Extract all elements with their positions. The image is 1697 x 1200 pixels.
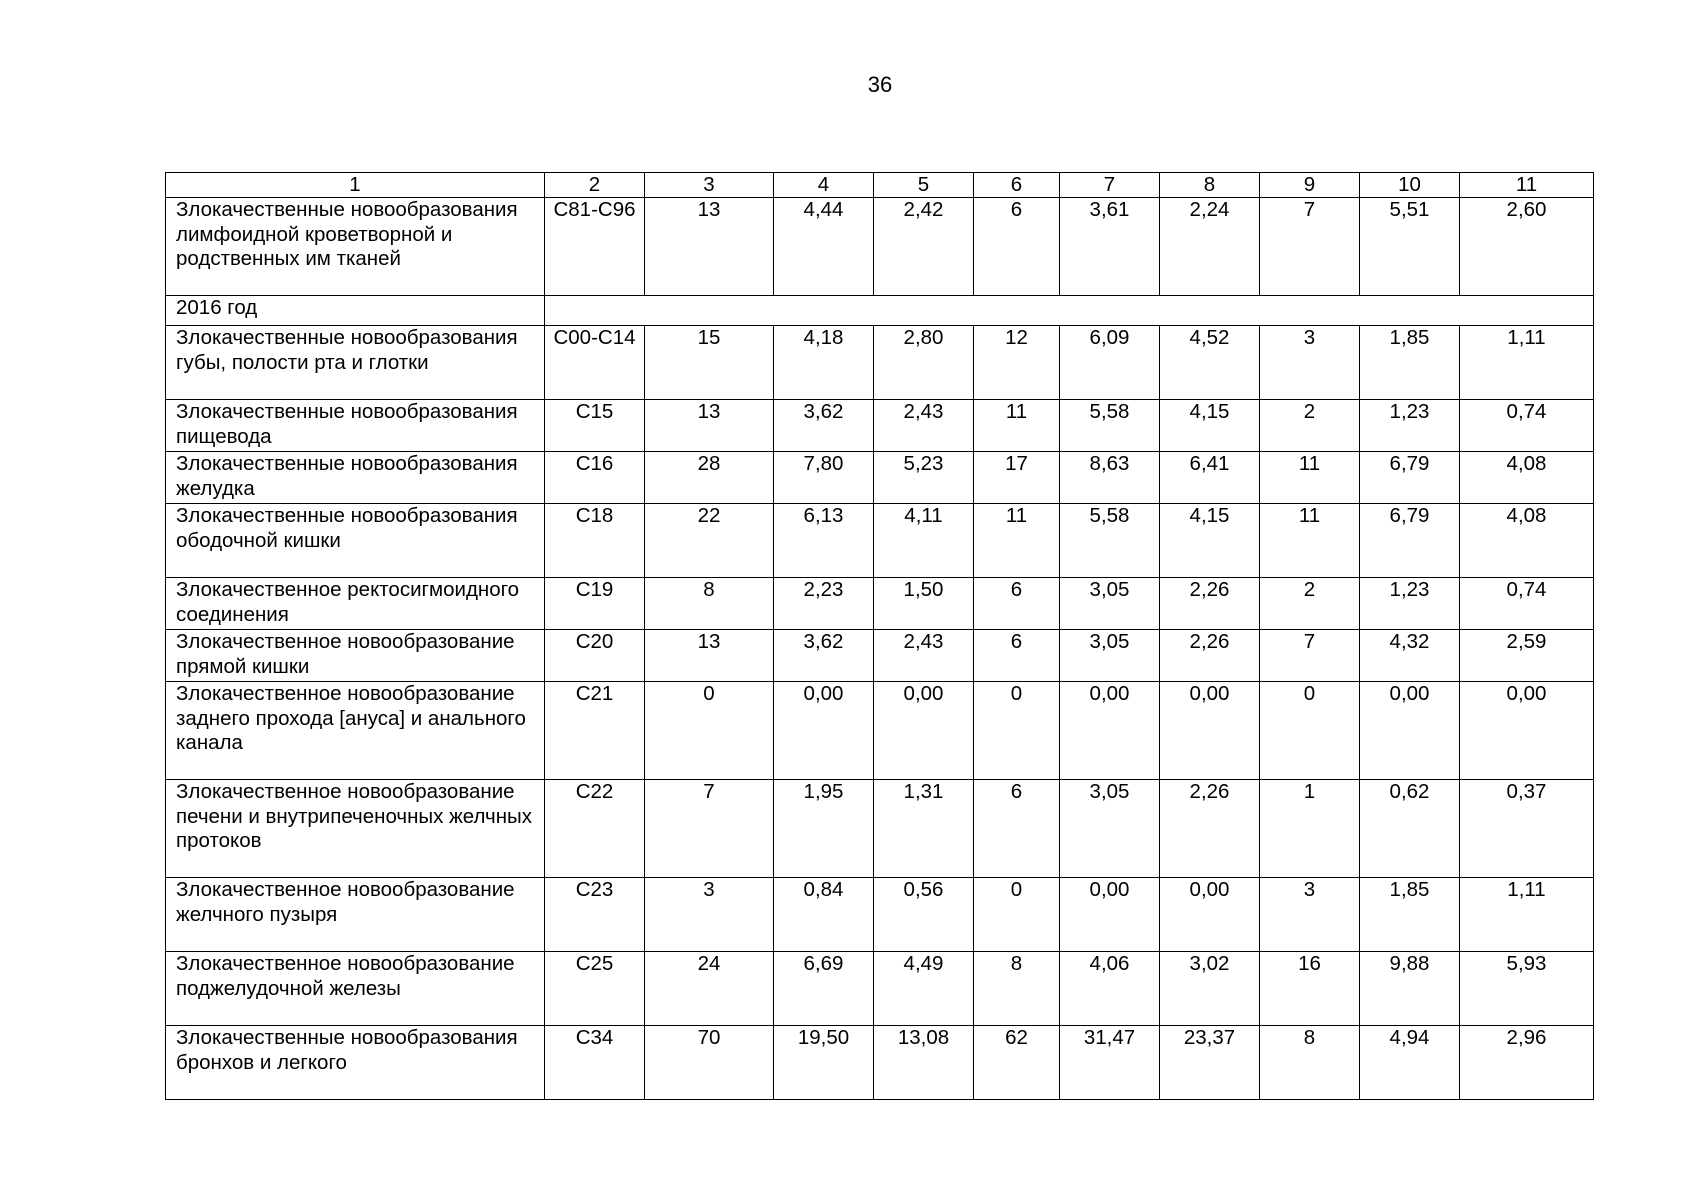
diagnosis-name-cell: Злокачественное новообразование прямой кишки — [166, 630, 545, 682]
value-cell: 0,00 — [1160, 878, 1260, 952]
diagnosis-name-cell: Злокачественные новообразования пищевода — [166, 400, 545, 452]
value-cell: 2,42 — [874, 198, 974, 296]
table-body — [166, 173, 1594, 1100]
icd-code-cell: C34 — [545, 1026, 645, 1100]
value-cell: 12 — [974, 326, 1060, 400]
value-cell: 6 — [974, 578, 1060, 630]
value-cell: 7,80 — [774, 452, 874, 504]
value-cell: 6 — [974, 780, 1060, 878]
value-cell: 3 — [1260, 326, 1360, 400]
diagnosis-name-cell: Злокачественное ректосигмоидного соединения — [166, 578, 545, 630]
value-cell: 13 — [645, 400, 774, 452]
value-cell: 4,52 — [1160, 326, 1260, 400]
value-cell: 24 — [645, 952, 774, 1026]
value-cell: 19,50 — [774, 1026, 874, 1100]
value-cell: 5,58 — [1060, 400, 1160, 452]
value-cell: 3,61 — [1060, 198, 1160, 296]
value-cell: 2,80 — [874, 326, 974, 400]
value-cell: 2,26 — [1160, 780, 1260, 878]
column-header: 3 — [645, 173, 774, 198]
value-cell: 3 — [645, 878, 774, 952]
value-cell: 1 — [1260, 780, 1360, 878]
table-row — [166, 780, 1594, 878]
value-cell: 7 — [1260, 198, 1360, 296]
value-cell: 70 — [645, 1026, 774, 1100]
value-cell: 1,11 — [1460, 326, 1594, 400]
value-cell: 0,62 — [1360, 780, 1460, 878]
value-cell: 4,15 — [1160, 504, 1260, 578]
table-row — [166, 1026, 1594, 1100]
year-section-empty-cell — [545, 296, 1594, 326]
value-cell: 2,96 — [1460, 1026, 1594, 1100]
value-cell: 4,44 — [774, 198, 874, 296]
value-cell: 2 — [1260, 578, 1360, 630]
diagnosis-name-cell: Злокачественное новообразование печени и внутрипеченочных желчных протоков — [166, 780, 545, 878]
value-cell: 4,08 — [1460, 504, 1594, 578]
value-cell: 1,23 — [1360, 578, 1460, 630]
value-cell: 4,08 — [1460, 452, 1594, 504]
value-cell: 4,49 — [874, 952, 974, 1026]
value-cell: 2 — [1260, 400, 1360, 452]
value-cell: 3,05 — [1060, 780, 1160, 878]
icd-code-cell: C19 — [545, 578, 645, 630]
value-cell: 5,51 — [1360, 198, 1460, 296]
value-cell: 5,58 — [1060, 504, 1160, 578]
value-cell: 3,62 — [774, 630, 874, 682]
value-cell: 2,59 — [1460, 630, 1594, 682]
column-header: 7 — [1060, 173, 1160, 198]
value-cell: 0,56 — [874, 878, 974, 952]
value-cell: 4,18 — [774, 326, 874, 400]
diagnosis-name-cell: Злокачественные новообразования губы, полости рта и глотки — [166, 326, 545, 400]
value-cell: 0 — [1260, 682, 1360, 780]
table-row — [166, 682, 1594, 780]
value-cell: 9,88 — [1360, 952, 1460, 1026]
icd-code-cell: C25 — [545, 952, 645, 1026]
column-header: 1 — [166, 173, 545, 198]
value-cell: 1,85 — [1360, 878, 1460, 952]
value-cell: 3,05 — [1060, 630, 1160, 682]
diagnosis-name-cell: Злокачественное новообразование желчного пузыря — [166, 878, 545, 952]
value-cell: 13,08 — [874, 1026, 974, 1100]
column-header: 2 — [545, 173, 645, 198]
value-cell: 0 — [645, 682, 774, 780]
value-cell: 1,50 — [874, 578, 974, 630]
value-cell: 1,31 — [874, 780, 974, 878]
value-cell: 3,05 — [1060, 578, 1160, 630]
value-cell: 0,74 — [1460, 400, 1594, 452]
value-cell: 0,37 — [1460, 780, 1594, 878]
value-cell: 62 — [974, 1026, 1060, 1100]
table-row — [166, 504, 1594, 578]
column-header: 6 — [974, 173, 1060, 198]
value-cell: 0,00 — [1360, 682, 1460, 780]
icd-code-cell: C23 — [545, 878, 645, 952]
column-header: 11 — [1460, 173, 1594, 198]
value-cell: 22 — [645, 504, 774, 578]
value-cell: 11 — [1260, 504, 1360, 578]
value-cell: 2,43 — [874, 630, 974, 682]
column-header: 5 — [874, 173, 974, 198]
value-cell: 2,23 — [774, 578, 874, 630]
value-cell: 31,47 — [1060, 1026, 1160, 1100]
value-cell: 6,41 — [1160, 452, 1260, 504]
column-number-header-row — [166, 173, 1594, 198]
year-section-label: 2016 год — [166, 296, 545, 326]
icd-code-cell: C00-C14 — [545, 326, 645, 400]
value-cell: 4,11 — [874, 504, 974, 578]
diagnosis-name-cell: Злокачественные новообразования лимфоидной кроветворной и родственных им тканей — [166, 198, 545, 296]
value-cell: 6,69 — [774, 952, 874, 1026]
value-cell: 11 — [974, 504, 1060, 578]
value-cell: 13 — [645, 630, 774, 682]
value-cell: 23,37 — [1160, 1026, 1260, 1100]
value-cell: 8 — [645, 578, 774, 630]
table-row — [166, 198, 1594, 296]
value-cell: 8 — [974, 952, 1060, 1026]
value-cell: 0,00 — [1460, 682, 1594, 780]
value-cell: 8,63 — [1060, 452, 1160, 504]
value-cell: 6 — [974, 198, 1060, 296]
column-header: 4 — [774, 173, 874, 198]
column-header: 10 — [1360, 173, 1460, 198]
value-cell: 4,06 — [1060, 952, 1160, 1026]
value-cell: 8 — [1260, 1026, 1360, 1100]
value-cell: 5,23 — [874, 452, 974, 504]
page-number: 36 — [867, 72, 893, 97]
icd-code-cell: C81-C96 — [545, 198, 645, 296]
icd-code-cell: C21 — [545, 682, 645, 780]
value-cell: 16 — [1260, 952, 1360, 1026]
table-row — [166, 952, 1594, 1026]
value-cell: 6,09 — [1060, 326, 1160, 400]
value-cell: 1,11 — [1460, 878, 1594, 952]
value-cell: 0,00 — [1060, 878, 1160, 952]
value-cell: 28 — [645, 452, 774, 504]
table-row — [166, 578, 1594, 630]
value-cell: 0 — [974, 878, 1060, 952]
value-cell: 0 — [974, 682, 1060, 780]
diagnosis-name-cell: Злокачественные новообразования ободочной кишки — [166, 504, 545, 578]
value-cell: 3,02 — [1160, 952, 1260, 1026]
value-cell: 6,79 — [1360, 452, 1460, 504]
value-cell: 0,74 — [1460, 578, 1594, 630]
value-cell: 7 — [645, 780, 774, 878]
value-cell: 1,95 — [774, 780, 874, 878]
value-cell: 1,23 — [1360, 400, 1460, 452]
value-cell: 15 — [645, 326, 774, 400]
table-row — [166, 630, 1594, 682]
table-row — [166, 400, 1594, 452]
value-cell: 2,26 — [1160, 630, 1260, 682]
value-cell: 1,85 — [1360, 326, 1460, 400]
value-cell: 3,62 — [774, 400, 874, 452]
diagnosis-name-cell: Злокачественные новообразования бронхов и легкого — [166, 1026, 545, 1100]
value-cell: 4,94 — [1360, 1026, 1460, 1100]
value-cell: 13 — [645, 198, 774, 296]
icd-code-cell: C15 — [545, 400, 645, 452]
value-cell: 0,00 — [1160, 682, 1260, 780]
diagnosis-name-cell: Злокачественные новообразования желудка — [166, 452, 545, 504]
value-cell: 2,43 — [874, 400, 974, 452]
column-header: 8 — [1160, 173, 1260, 198]
table-row — [166, 326, 1594, 400]
value-cell: 5,93 — [1460, 952, 1594, 1026]
value-cell: 4,32 — [1360, 630, 1460, 682]
table-row — [166, 452, 1594, 504]
value-cell: 3 — [1260, 878, 1360, 952]
icd-code-cell: C16 — [545, 452, 645, 504]
value-cell: 0,84 — [774, 878, 874, 952]
value-cell: 4,15 — [1160, 400, 1260, 452]
diagnosis-name-cell: Злокачественное новообразование поджелудочной железы — [166, 952, 545, 1026]
value-cell: 0,00 — [1060, 682, 1160, 780]
year-section-row — [166, 296, 1594, 326]
icd-code-cell: C22 — [545, 780, 645, 878]
diagnosis-name-cell: Злокачественное новообразование заднего прохода [ануса] и анального канала — [166, 682, 545, 780]
value-cell: 0,00 — [874, 682, 974, 780]
icd-code-cell: C18 — [545, 504, 645, 578]
value-cell: 7 — [1260, 630, 1360, 682]
value-cell: 6,79 — [1360, 504, 1460, 578]
value-cell: 0,00 — [774, 682, 874, 780]
column-header: 9 — [1260, 173, 1360, 198]
table-row — [166, 878, 1594, 952]
value-cell: 2,26 — [1160, 578, 1260, 630]
value-cell: 2,60 — [1460, 198, 1594, 296]
value-cell: 6 — [974, 630, 1060, 682]
value-cell: 11 — [974, 400, 1060, 452]
statistics-table — [165, 172, 1594, 1100]
icd-code-cell: C20 — [545, 630, 645, 682]
value-cell: 6,13 — [774, 504, 874, 578]
value-cell: 17 — [974, 452, 1060, 504]
value-cell: 2,24 — [1160, 198, 1260, 296]
value-cell: 11 — [1260, 452, 1360, 504]
